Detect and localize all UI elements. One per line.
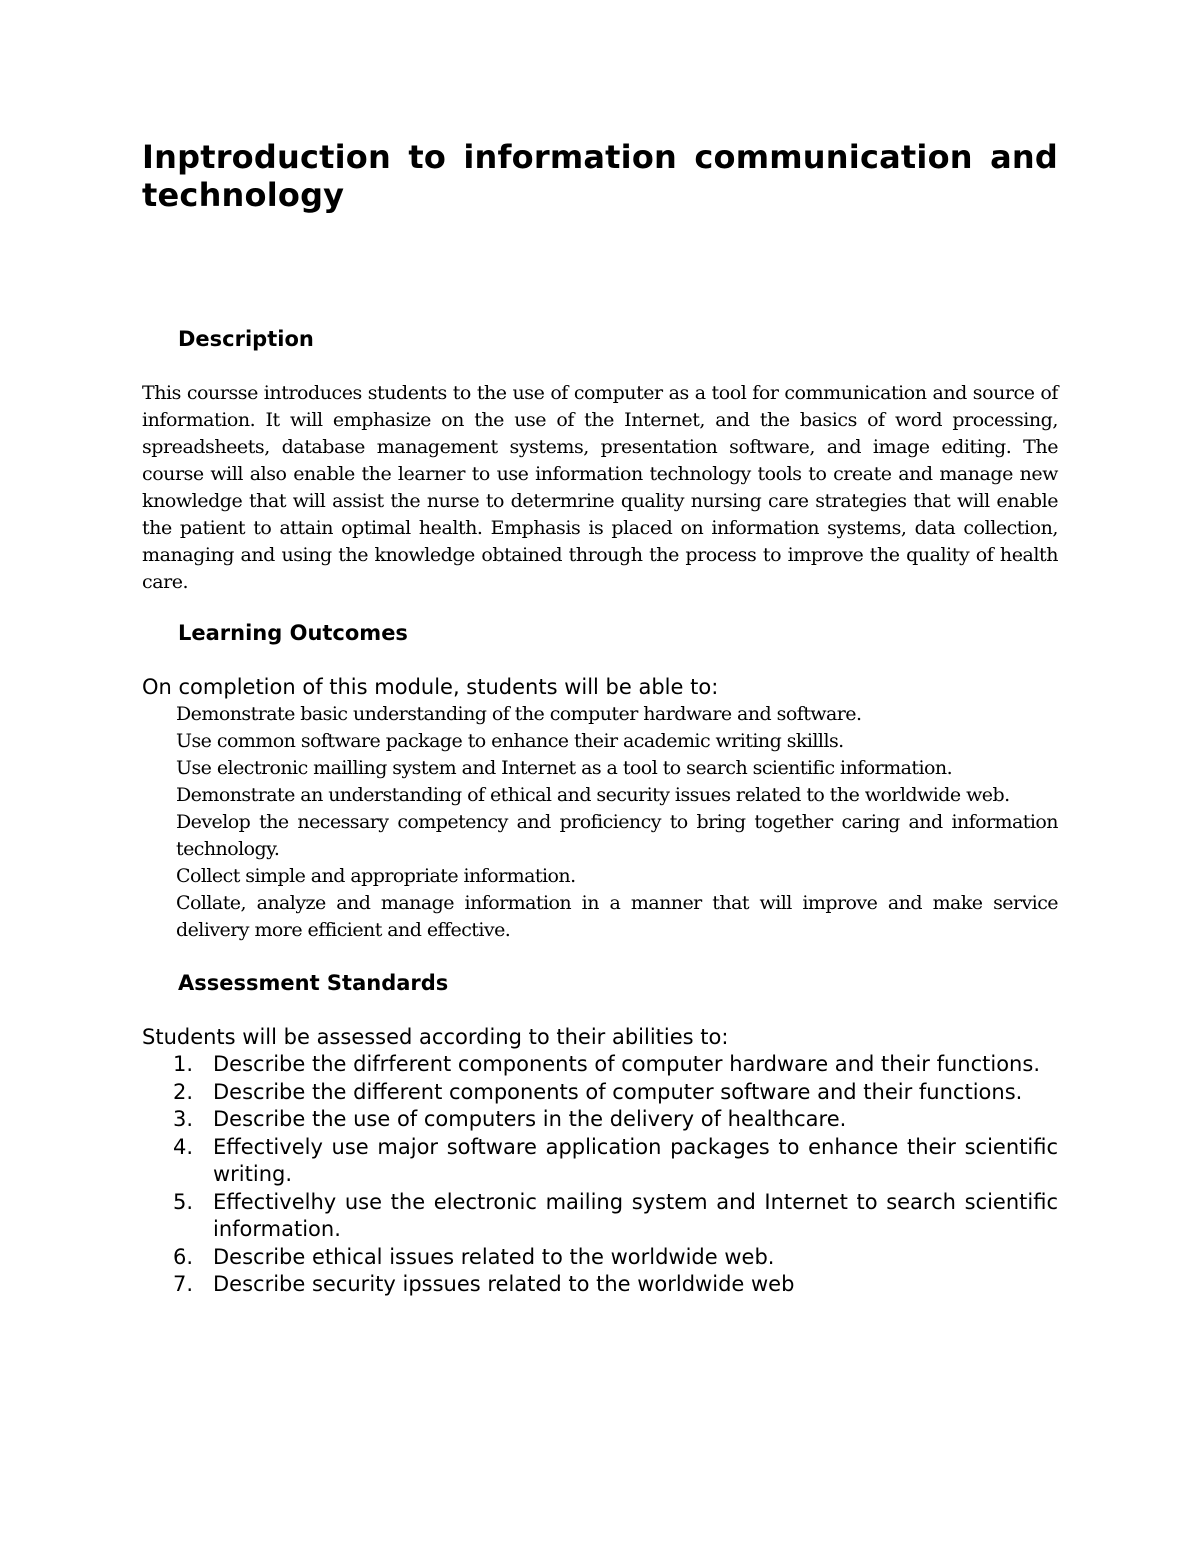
learning-outcome-item: Use common software package to enhance their academic writing skillls.: [176, 730, 844, 752]
document-title: Inptroduction to information communication and technology: [142, 138, 1058, 214]
assessment-standard-item: [142, 1189, 1058, 1244]
assessment-standard-item: [142, 1051, 1058, 1079]
learning-outcomes-heading: Learning Outcomes: [178, 621, 408, 645]
list-number: 7.: [173, 1272, 194, 1296]
list-number: 2.: [173, 1079, 194, 1104]
assessment-standard-item: [142, 1079, 1058, 1107]
assessment-standard-text: Describe the different components of computer software and their functions.: [213, 1079, 1023, 1104]
list-number: 6.: [173, 1244, 194, 1269]
learning-outcome-item: Collate, analyze and manage information in a manner that will improve and make service delivery more efficient and effective.: [176, 892, 1058, 941]
assessment-standard-text: Describe the use of computers in the delivery of healthcare.: [213, 1107, 847, 1131]
list-number: 1.: [173, 1052, 194, 1076]
description-paragraph: This coursse introduces students to the use of computer as a tool for communication and source of information. It will emphasize on the use of the Internet, and the basics of word processing, spreadsheets, database management systems, presentation software, and image editing. The course will also enable the learner to use information technology tools to create and manage new knowledge that will assist the nurse to determrine quality nursing care strategies that will enable the patient to attain optimal health. Emphasis is placed on information systems, data collection, managing and using the knowledge obtained through the process to improve the quality of health care.: [142, 382, 1058, 593]
assessment-standard-item: [142, 1134, 1058, 1189]
assessment-standard-text: Describe security ipssues related to the worldwide web: [213, 1272, 795, 1296]
assessment-standard-text: Effectively use major software application packages to enhance their scientific writing.: [213, 1134, 1058, 1186]
assessment-standard-item: [142, 1244, 1058, 1272]
assessment-standard-item: [142, 1106, 1058, 1134]
learning-outcome-item: Collect simple and appropriate information.: [176, 865, 576, 887]
assessment-standards-lead: Students will be assessed according to their abilities to:: [142, 1025, 729, 1049]
learning-outcome-item: Use electronic mailling system and Internet as a tool to search scientific information.: [176, 757, 953, 779]
learning-outcomes-list: [142, 701, 1058, 944]
list-number: 3.: [173, 1107, 194, 1131]
list-number: 5.: [173, 1189, 194, 1214]
list-number: 4.: [173, 1134, 194, 1159]
document-page: [142, 138, 1058, 1299]
learning-outcomes-lead: On completion of this module, students will be able to:: [142, 675, 719, 699]
assessment-standards-heading: Assessment Standards: [178, 971, 449, 995]
learning-outcome-item: Demonstrate basic understanding of the computer hardware and software.: [176, 703, 862, 725]
learning-outcome-item: Demonstrate an understanding of ethical and security issues related to the worldwide web.: [176, 784, 1010, 806]
assessment-standard-text: Describe the difrferent components of computer hardware and their functions.: [213, 1052, 1040, 1076]
assessment-standard-text: Describe ethical issues related to the worldwide web.: [213, 1244, 775, 1269]
assessment-standards-list: [142, 1051, 1058, 1299]
assessment-standard-item: [142, 1271, 1058, 1299]
assessment-standard-text: Effectivelhy use the electronic mailing system and Internet to search scientific information.: [213, 1189, 1058, 1241]
learning-outcome-item: Develop the necessary competency and proficiency to bring together caring and information technology.: [176, 811, 1058, 860]
description-heading: Description: [178, 327, 314, 351]
